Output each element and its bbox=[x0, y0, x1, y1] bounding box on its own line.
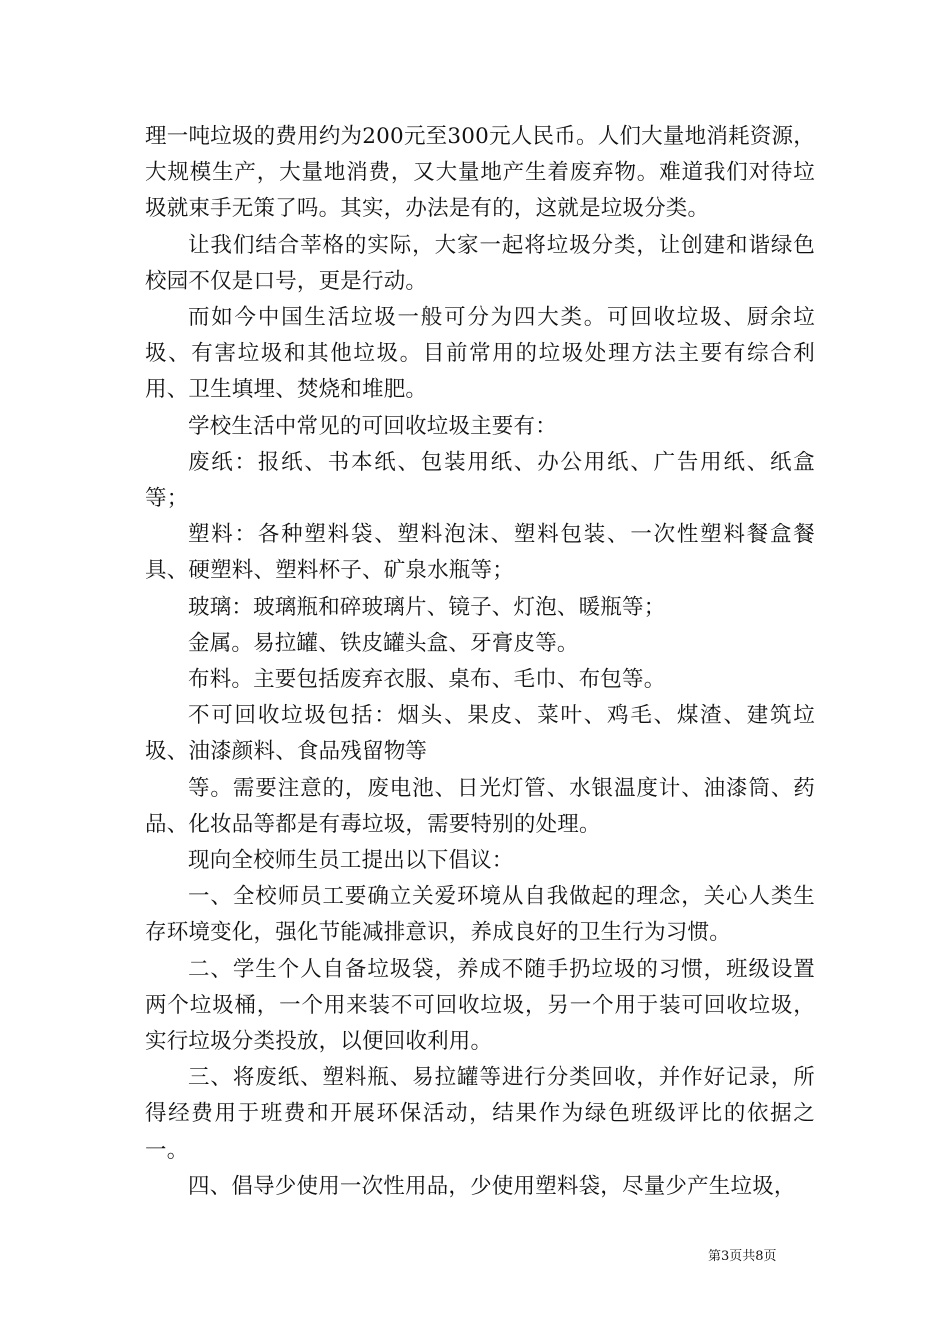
page-number-footer: 第3页共8页 bbox=[708, 1249, 777, 1264]
paragraph: 金属。易拉罐、铁皮罐头盒、牙膏皮等。 bbox=[188, 630, 579, 656]
paragraph: 学校生活中常见的可回收垃圾主要有： bbox=[188, 413, 557, 439]
paragraph: 而如今中国生活垃圾一般可分为四大类。可回收垃圾、厨余垃圾、有害垃圾和其他垃圾。目前常用的垃圾处理方法主要有综合利用、卫生填埋、焚烧和堆肥。 bbox=[145, 305, 815, 403]
paragraph: 让我们结合莘格的实际，大家一起将垃圾分类，让创建和谐绿色校园不仅是口号，更是行动。 bbox=[145, 232, 815, 294]
paragraph: 布料。主要包括废弃衣服、桌布、毛巾、布包等。 bbox=[188, 667, 666, 693]
paragraph: 四、倡导少使用一次性用品，少使用塑料袋，尽量少产生垃圾， bbox=[188, 1173, 796, 1199]
paragraph: 现向全校师生员工提出以下倡议： bbox=[188, 848, 514, 874]
paragraph: 废纸：报纸、书本纸、包装用纸、办公用纸、广告用纸、纸盒等； bbox=[145, 449, 815, 512]
paragraph: 等。需要注意的，废电池、日光灯管、水银温度计、油漆筒、药品、化妆品等都是有毒垃圾，需要特别的处理。 bbox=[145, 775, 815, 837]
paragraph: 塑料：各种塑料袋、塑料泡沫、塑料包装、一次性塑料餐盒餐具、硬塑料、塑料杯子、矿泉水瓶等； bbox=[145, 522, 815, 584]
paragraph: 不可回收垃圾包括：烟头、果皮、菜叶、鸡毛、煤渣、建筑垃圾、油漆颜料、食品残留物等 bbox=[145, 703, 815, 765]
paragraph: 三、将废纸、塑料瓶、易拉罐等进行分类回收，并作好记录，所得经费用于班费和开展环保活动，结果作为绿色班级评比的依据之一。 bbox=[145, 1065, 815, 1163]
paragraph: 二、学生个人自备垃圾袋，养成不随手扔垃圾的习惯，班级设置两个垃圾桶，一个用来装不可回收垃圾，另一个用于装可回收垃圾，实行垃圾分类投放，以便回收利用。 bbox=[145, 956, 815, 1055]
paragraph: 玻璃：玻璃瓶和碎玻璃片、镜子、灯泡、暖瓶等； bbox=[188, 594, 666, 620]
paragraph: 理一吨垃圾的费用约为200元至300元人民币。人们大量地消耗资源，大规模生产，大量地消费，又大量地产生着废弃物。难道我们对待垃圾就束手无策了吗。其实，办法是有的，这就是垃圾分类。 bbox=[145, 124, 815, 222]
document-body bbox=[145, 119, 815, 1205]
paragraph: 一、全校师员工要确立关爱环境从自我做起的理念，关心人类生存环境变化，强化节能减排意识，养成良好的卫生行为习惯。 bbox=[145, 884, 815, 946]
